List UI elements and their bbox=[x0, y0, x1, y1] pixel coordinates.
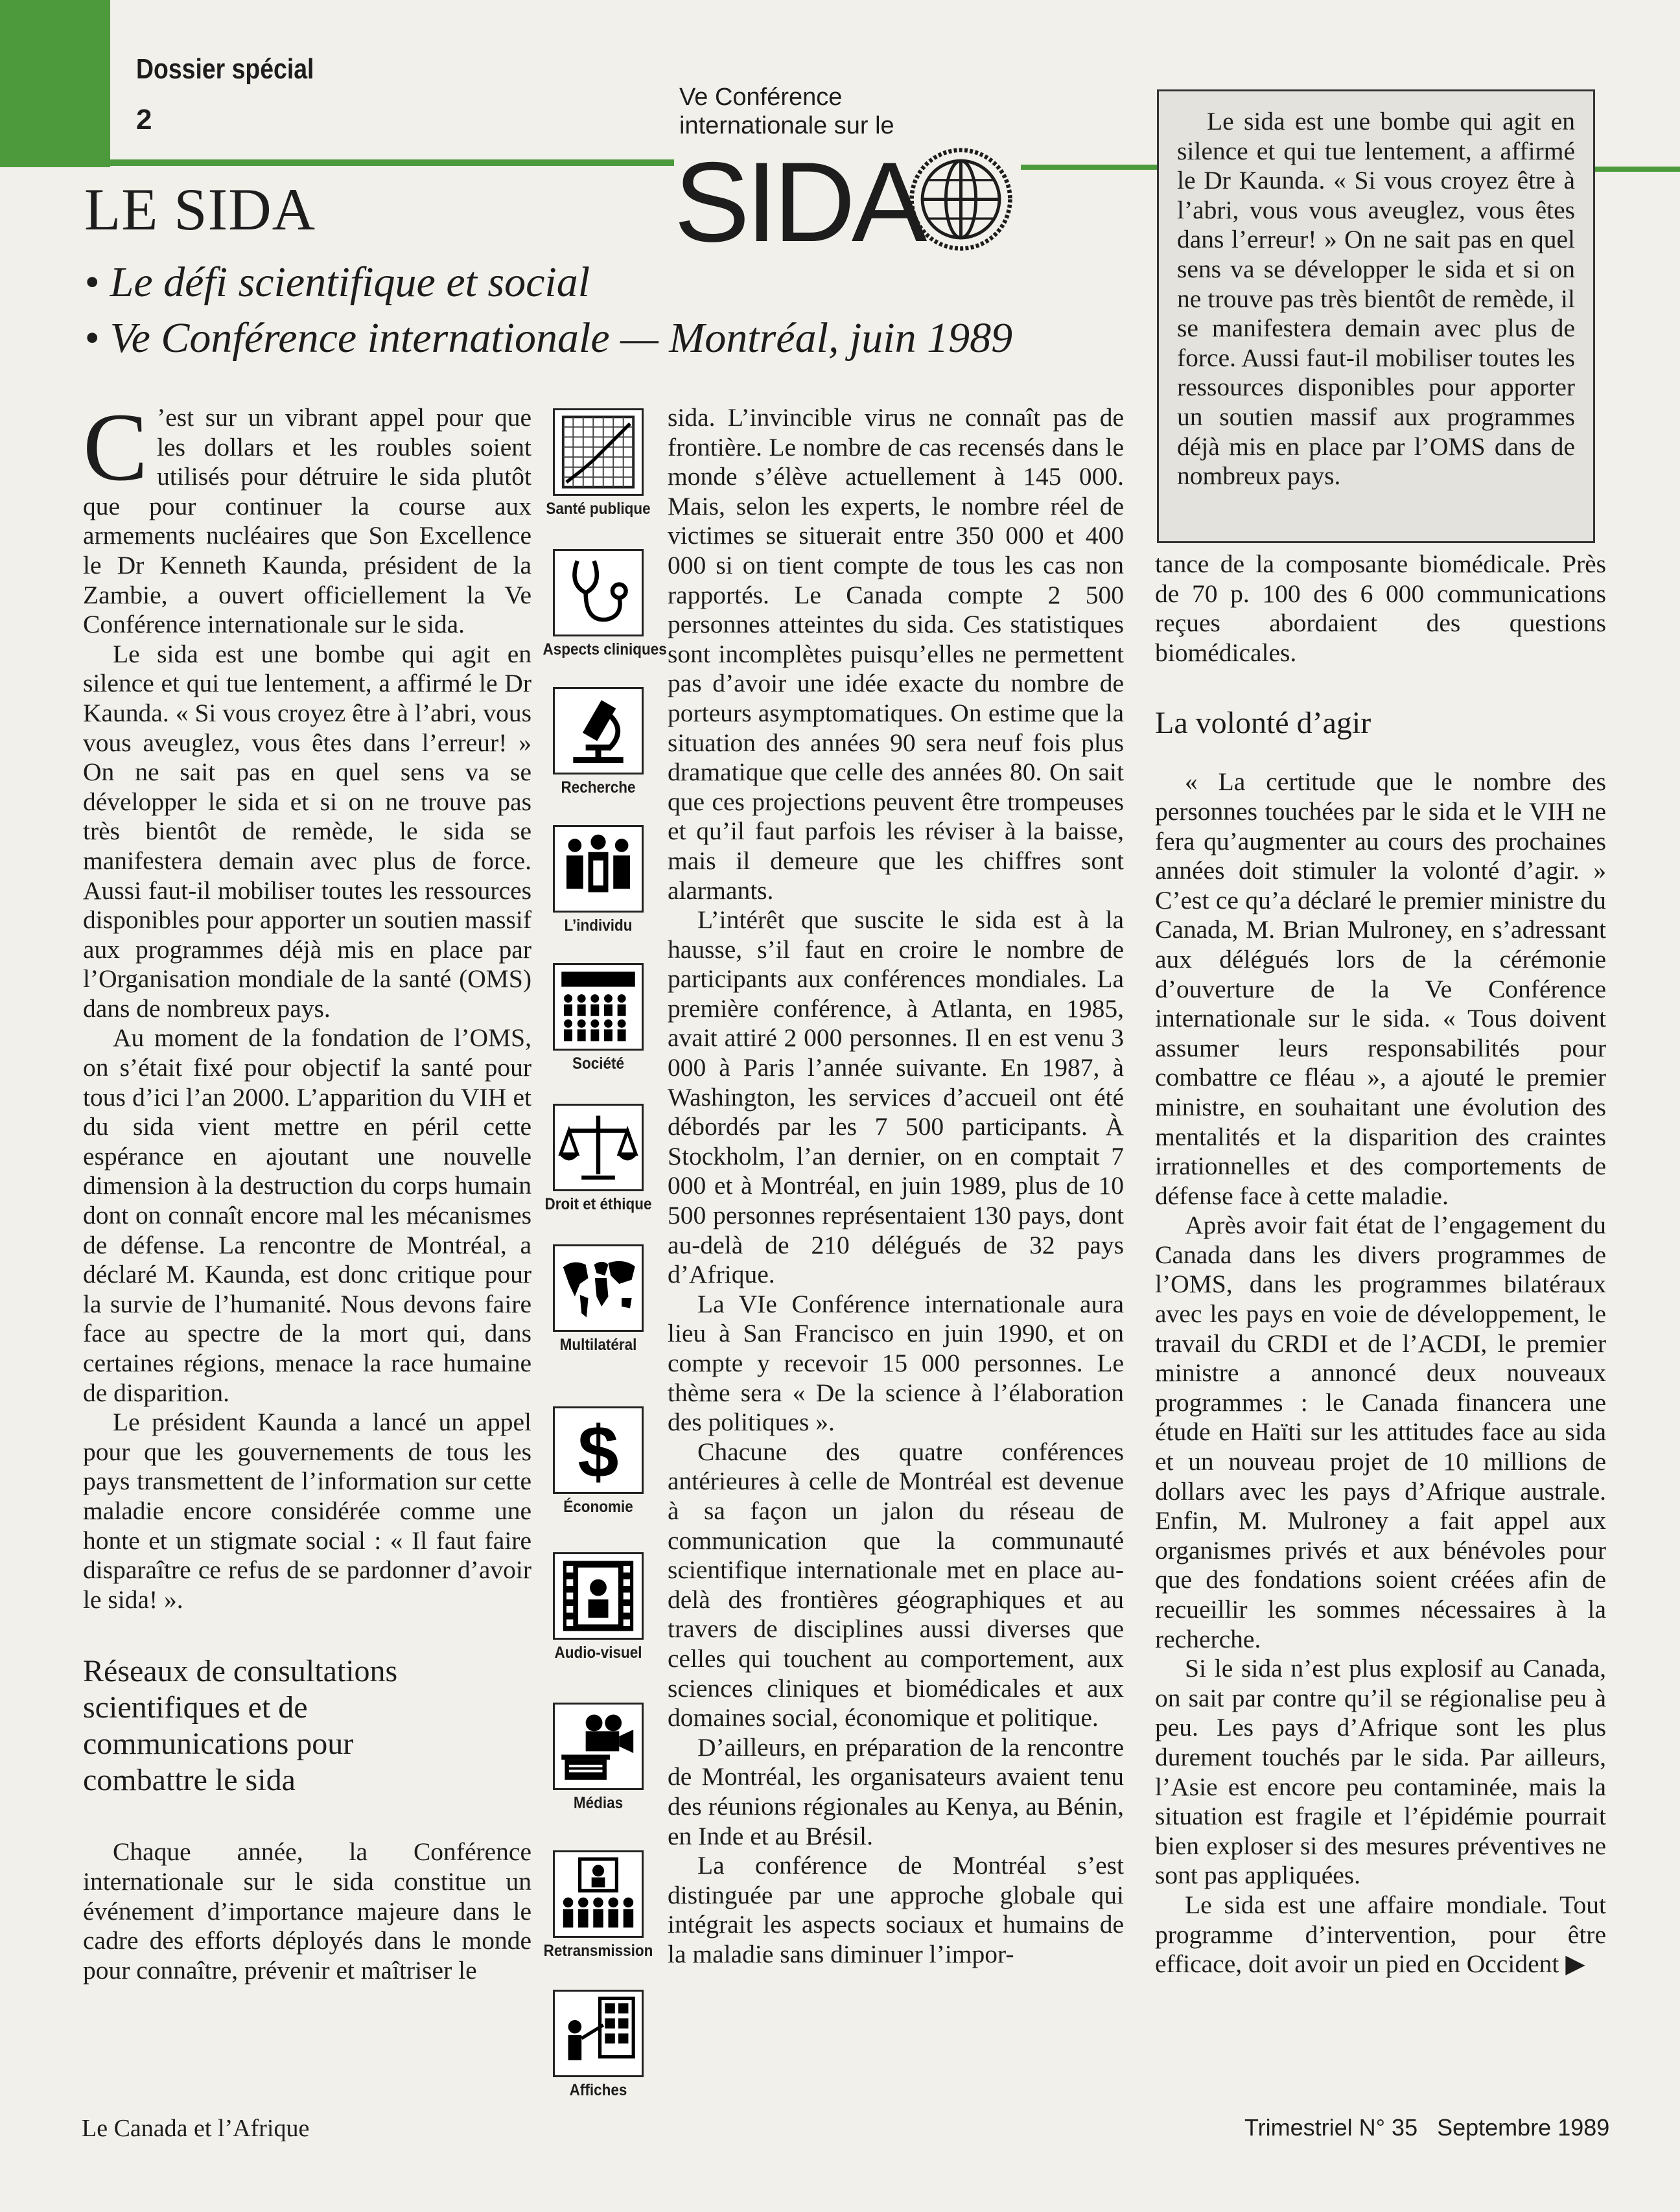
dollar-icon bbox=[553, 1406, 644, 1494]
pull-quote-box bbox=[1157, 89, 1595, 543]
article-title: LE SIDA bbox=[84, 176, 316, 242]
paragraph: Le président Kaunda a lancé un appel pour que les gouvernements de tous les pays transmettent de l’information sur cette maladie encore considérée comme une honte et un stigmate social : « Il faut faire disparaître ce refus de se pardonner d’avoir le sida! ». bbox=[83, 1408, 531, 1614]
column-3 bbox=[1155, 550, 1606, 1979]
section-label: Dossier spécial bbox=[136, 53, 314, 85]
conference-logo-text bbox=[679, 83, 894, 140]
paragraph: tance de la composante biomédicale. Près de 70 p. 100 des 6 000 communications reçues abordaient des questions biomédicales. bbox=[1155, 550, 1606, 667]
graph-icon bbox=[553, 408, 644, 496]
topic-retransmission: Retransmission bbox=[537, 1850, 660, 1961]
society-icon bbox=[553, 963, 644, 1051]
drop-cap: C bbox=[83, 393, 148, 501]
paragraph: Le sida est une bombe qui agit en silence et qui tue lentement, a affirmé le Dr Kaunda. « Si vous croyez être à l’abri, vous vous aveuglez, vous êtes dans l’erreur! » On ne sait pas en quel sens va se développer le sida et si on ne trouve pas très bientôt de remède, le sida se manifestera demain avec plus de force. Aussi faut-il mobiliser toutes les ressources disponibles pour apporter un soutien massif aux programmes déjà mis en place par l’Organisation mondiale de la santé (OMS) dans de nombreux pays. bbox=[83, 639, 531, 1023]
column-1 bbox=[83, 393, 531, 1985]
topic-droit-ethique: Droit et éthique bbox=[537, 1104, 660, 1214]
microscope-icon bbox=[553, 687, 644, 774]
green-corner-band bbox=[0, 0, 110, 167]
logo-line-2: internationale sur le bbox=[679, 112, 894, 139]
paragraph: D’ailleurs, en préparation de la rencontre de Montréal, les organisateurs avaient tenu des réunions régionales au Kenya, au Bénin, en Inde et au Brésil. bbox=[668, 1732, 1124, 1850]
page-number: 2 bbox=[136, 104, 152, 135]
film-icon bbox=[553, 1552, 644, 1640]
column-2 bbox=[668, 403, 1124, 1969]
paragraph: Chaque année, la Conférence internationale sur le sida constitue un événement d’importance majeure dans le cadre des efforts déployés dans le monde pour connaître, prévenir et maîtriser le bbox=[83, 1837, 531, 1985]
paragraph: Si le sida n’est plus explosif au Canada, on sait par contre qu’il se régionalise peu à peu. Les pays d’Afrique sont les plus durement touchés par le sida. Par ailleurs, l’Asie est encore peu contaminée, mais la situation est fragile et l’épidémie pourrait bien exploser si des mesures préventives ne sont pas appliquées. bbox=[1155, 1654, 1606, 1890]
svg-text:$: $ bbox=[578, 1410, 619, 1492]
footer-issue: Trimestriel N° 35 Septembre 1989 bbox=[1244, 2114, 1610, 2141]
paragraph: La conférence de Montréal s’est distinguée par une approche globale qui intégrait les aspects sociaux et humains de la maladie sans diminuer l’impor- bbox=[668, 1851, 1124, 1968]
world-map-icon bbox=[553, 1244, 644, 1332]
scales-icon bbox=[553, 1104, 644, 1191]
topic-individu: L’individu bbox=[537, 825, 660, 935]
broadcast-icon bbox=[553, 1850, 644, 1938]
green-rule-middle bbox=[1021, 165, 1157, 170]
sida-logo-word: SIDA bbox=[674, 139, 924, 266]
paragraph: Après avoir fait état de l’engagement du Canada dans les divers programmes de l’OMS, dans les programmes bilatéraux avec les pays en voie de développement, le travail du CRDI et de l’ACDI, le premier ministre a annoncé deux nouveaux programmes : le Canada financera une étude en Haïti sur les attitudes face au sida et un nouveau projet de 10 millions de dollars avec les pays d’Afrique australe. Enfin, M. Mulroney a fait appel aux organismes privés et aux bénévoles pour que des fondations soient créées afin de recueillir les sommes nécessaires à la recherche. bbox=[1155, 1211, 1606, 1653]
article-subtitle-1: • Le défi scientifique et social bbox=[84, 259, 590, 306]
topic-aspects-cliniques: Aspects cliniques bbox=[537, 549, 660, 659]
topic-affiches: Affiches bbox=[537, 1990, 660, 2100]
topic-societe: Société bbox=[537, 963, 660, 1073]
paragraph: L’intérêt que suscite le sida est à la hausse, s’il faut en croire le nombre de participants aux conférences mondiales. La première conférence, à Atlanta, en 1985, avait attiré 2 000 personnes. Il en est venu 3 000 à Paris l’année suivante. En 1987, à Washington, les services d’accueil ont été débordés par les 7 500 participants. À Stockholm, l’an dernier, on en comptait 7 000 et à Montréal, en juin 1989, plus de 10 500 personnes représentaient 130 pays, dont au-delà de 210 délégués de 32 pays d’Afrique. bbox=[668, 905, 1124, 1289]
paragraph: « La certitude que le nombre des personnes touchées par le sida et le VIH ne fera qu’augmenter au cours des prochaines années doit stimuler la volonté d’agir. » C’est ce qu’a déclaré le premier ministre du Canada, M. Brian Mulroney, en s’adressant aux délégués lors de la cérémonie d’ouverture de la Ve Conférence internationale sur le sida. « Tous doivent assumer leurs responsabilités pour combattre ce fléau », a ajouté le premier ministre, en souhaitant une évolution des mentalités et la disparition des craintes irrationnelles et des comportements de défense face à cette maladie. bbox=[1155, 767, 1606, 1210]
topic-audio-visuel: Audio-visuel bbox=[537, 1552, 660, 1662]
paragraph: sida. L’invincible virus ne connaît pas de frontière. Le nombre de cas recensés dans le monde s’élève actuellement à 145 000. Mais, selon les experts, le nombre réel de victimes se situerait entre 350 000 et 400 000 si on tient compte de tous les cas non rapportés. Le Canada compte 2 500 personnes atteintes du sida. Ces statistiques sont incomplètes puisqu’elles ne permettent pas d’avoir une idée exacte du nombre de porteurs asymptomatiques. On estime que la situation des années 90 sera neuf fois plus dramatique que celle des années 80. On sait que ces projections peuvent être trompeuses et qu’il faut parfois les réviser à la baisse, mais il demeure que les chiffres sont alarmants. bbox=[668, 403, 1124, 905]
pull-quote-text: Le sida est une bombe qui agit en silence et qui tue lentement, a affirmé le Dr Kaunda. « Si vous croyez être à l’abri, vous vous aveuglez, vous êtes dans l’erreur! » On ne sait pas en quel sens va se développer le sida et si on ne trouve pas très bientôt de remède, il se manifestera demain avec plus de force. Aussi faut-il mobiliser toutes les ressources disponibles pour apporter un soutien massif aux programmes déjà mis en place par l’OMS dans de nombreux pays. bbox=[1177, 107, 1575, 491]
topic-economie: $ Économie bbox=[537, 1406, 660, 1517]
green-rule-left bbox=[0, 159, 674, 166]
poster-icon bbox=[553, 1990, 644, 2077]
section-heading: Réseaux de consultations scientifiques et de communications pour combattre le sida bbox=[83, 1654, 398, 1798]
paragraph: Chacune des quatre conférences antérieures à celle de Montréal est devenue à sa façon un jalon du réseau de communication que la communauté scientifique internationale met en place au-delà des frontières géographiques et au travers de disciplines aussi diverses que celles qui touchent au comportement, aux sciences cliniques et biomédicales et aux domaines social, économique et politique. bbox=[668, 1437, 1124, 1732]
paragraph: C ’est sur un vibrant appel pour que les dollars et les roubles soient utilisés pour détruire le sida plutôt que pour continuer la course aux armements nucléaires que Son Excellence le Dr Kenneth Kaunda, président de la Zambie, a ouvert officiellement la Ve Conférence internationale sur le sida. bbox=[83, 393, 531, 639]
camera-icon bbox=[553, 1703, 644, 1790]
topic-recherche: Recherche bbox=[537, 687, 660, 797]
paragraph: Au moment de la fondation de l’OMS, on s’était fixé pour objectif la santé pour tous d’ici l’an 2000. L’apparition du VIH et du sida vient mettre en péril cette espérance en ajoutant une nouvelle dimension à la destruction du corps humain dont on connaît encore mal les mécanismes de défense. La rencontre de Montréal, a déclaré M. Kaunda, est donc critique pour la survie de l’humanité. Nous devons faire face au spectre de la mort qui, dans certaines régions, menace la race humaine de disparition. bbox=[83, 1023, 531, 1407]
topic-multilateral: Multilatéral bbox=[537, 1244, 660, 1355]
logo-line-1: Ve Conférence bbox=[679, 84, 843, 111]
paragraph: Le sida est une affaire mondiale. Tout programme d’intervention, pour être efficace, doit avoir un pied en Occident ▶ bbox=[1155, 1890, 1606, 1979]
paragraph: La VIe Conférence internationale aura lieu à San Francisco en juin 1990, et on compte y recevoir 15 000 personnes. Le thème sera « De la science à l’élaboration des politiques ». bbox=[668, 1289, 1124, 1437]
section-heading: La volonté d’agir bbox=[1155, 706, 1371, 741]
footer-publication: Le Canada et l’Afrique bbox=[82, 2115, 310, 2142]
stethoscope-icon bbox=[553, 549, 644, 636]
globe-icon bbox=[907, 146, 1014, 253]
individual-icon bbox=[553, 825, 644, 913]
article-subtitle-2: • Ve Conférence internationale — Montréal, juin 1989 bbox=[84, 314, 1013, 362]
topic-medias: Médias bbox=[537, 1703, 660, 1813]
topic-sante-publique: Santé publique bbox=[537, 408, 660, 518]
